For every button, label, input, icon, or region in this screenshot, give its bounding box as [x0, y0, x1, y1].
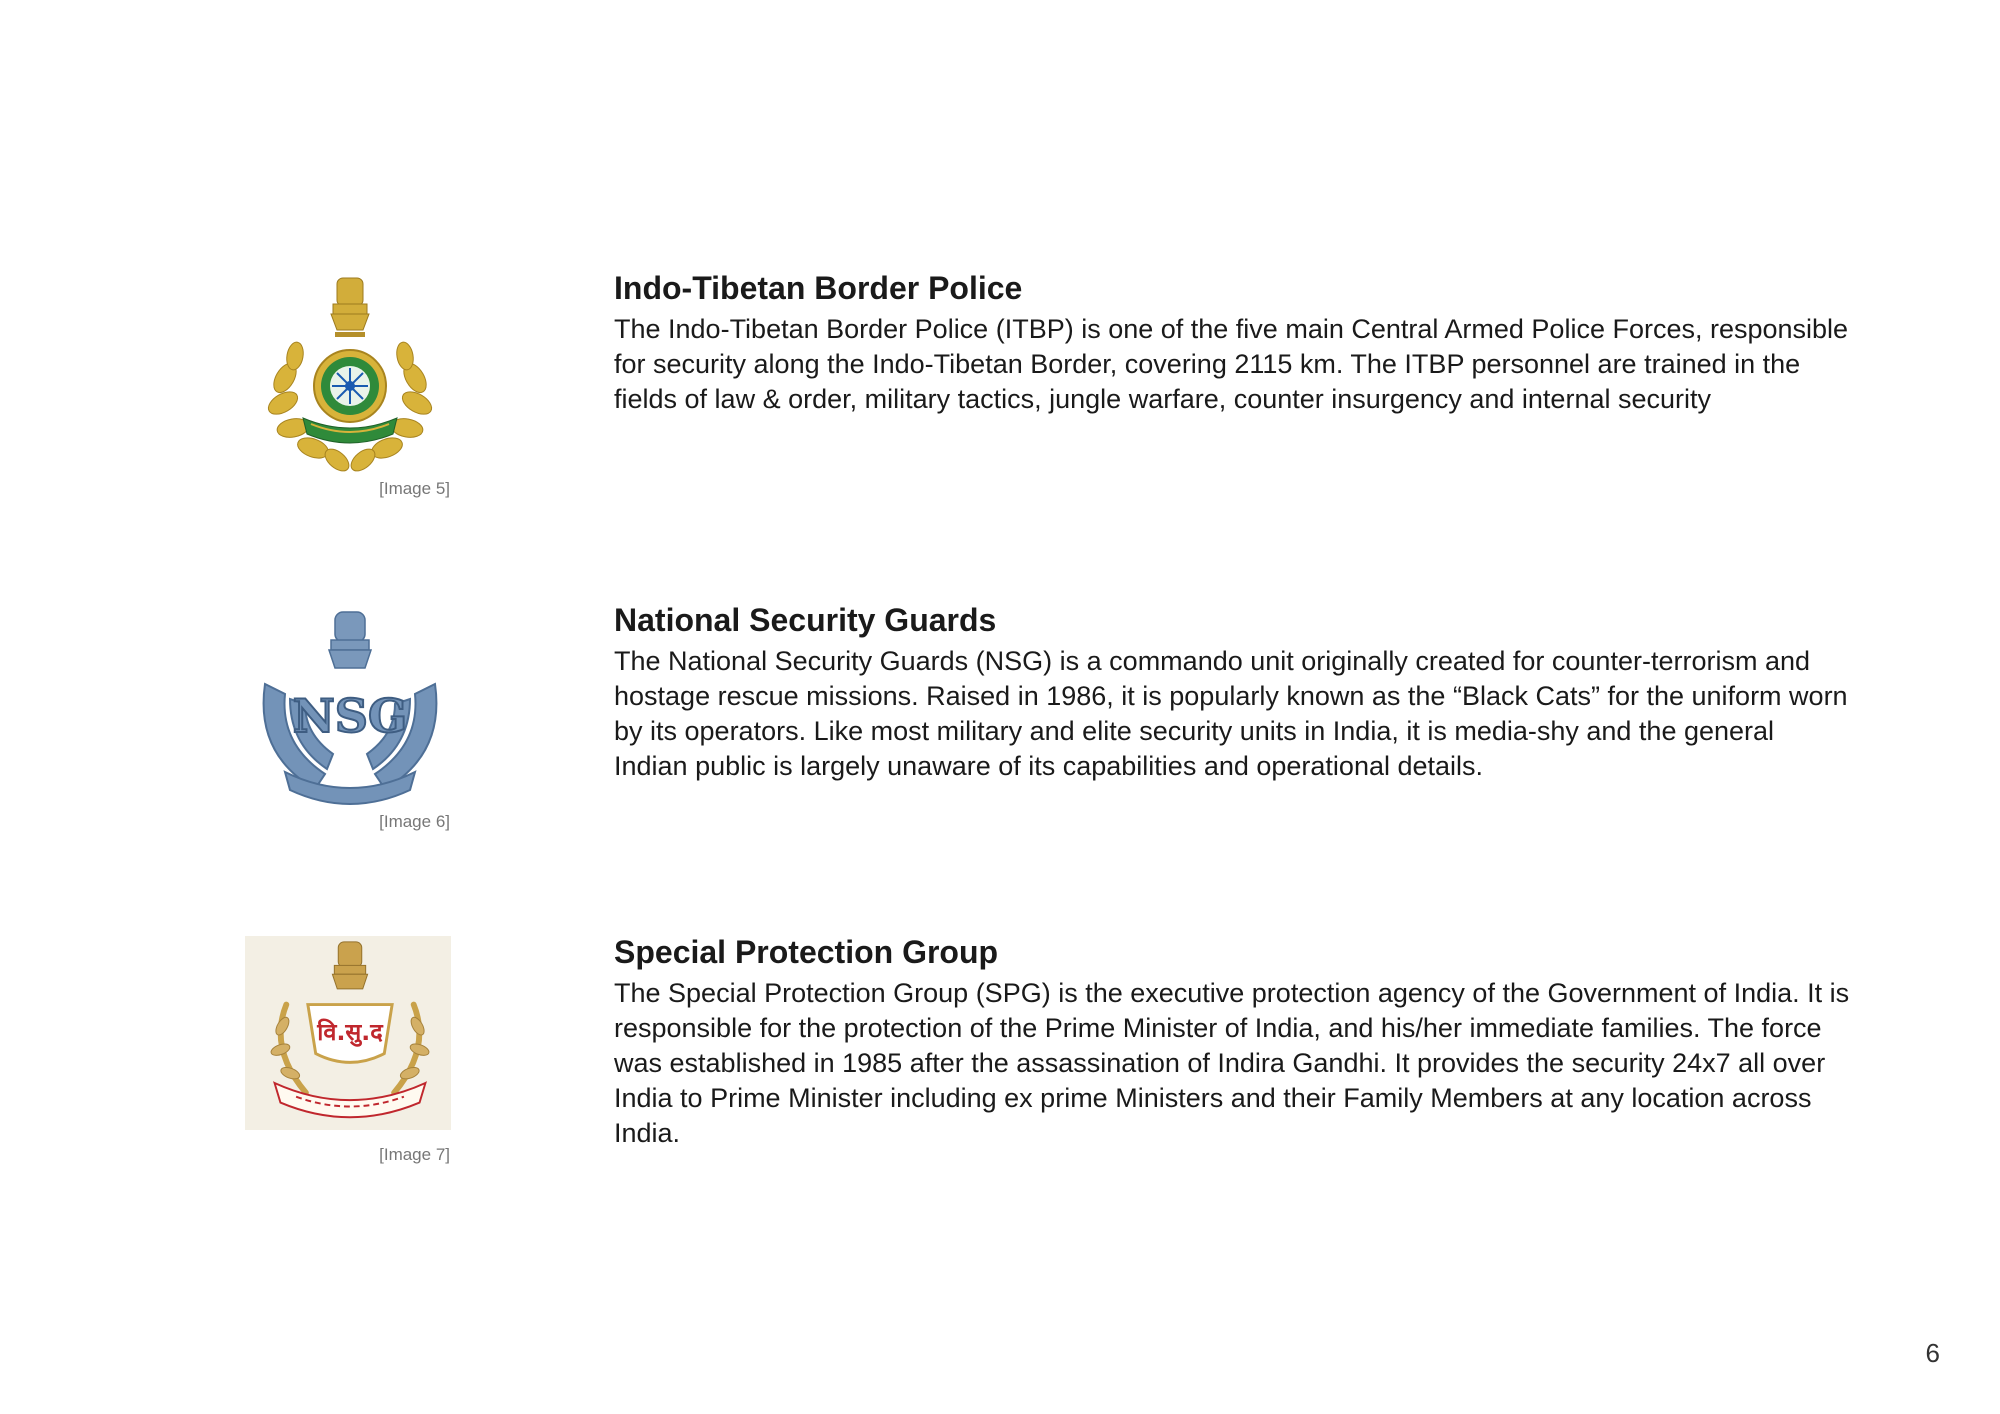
section-title: Special Protection Group — [614, 934, 999, 970]
nsg-emblem-icon — [245, 604, 455, 814]
svg-text:वि.सु.द: वि.सु.द — [317, 1017, 383, 1046]
section-content — [614, 600, 1854, 784]
image-caption: [Image 6] — [379, 812, 450, 831]
section-body: The Indo-Tibetan Border Police (ITBP) is one of the five main Central Armed Police Forces, responsible for security along the Indo-Tibetan Border, covering 2115 km. The ITBP personnel are trained in the fields of law & order, military tactics, jungle warfare, counter insurgency and internal security — [614, 314, 1849, 414]
section-body: The National Security Guards (NSG) is a commando unit originally created for counter-terrorism and hostage rescue missions. Raised in 1986, it is popularly known as the “Black Cats” for the uniform worn by its operators. Like most military and elite security units in India, it is media-shy and the general Indian public is largely unaware of its capabilities and operational details. — [614, 646, 1848, 781]
image-caption: [Image 7] — [379, 1145, 450, 1164]
image-caption: [Image 5] — [379, 479, 450, 498]
spg-emblem-icon — [245, 936, 451, 1130]
page-number: 6 — [1925, 1338, 1940, 1368]
svg-text:NSG: NSG — [292, 689, 408, 743]
section-title: National Security Guards — [614, 602, 997, 638]
section-title: Indo-Tibetan Border Police — [614, 270, 1023, 306]
section-body: The Special Protection Group (SPG) is the executive protection agency of the Government of India. It is responsible for the protection of the Prime Minister of India, and his/her immediate families. The force was established in 1985 after the assassination of Indira Gandhi. It provides the security 24x7 all over India to Prime Minister including ex prime Ministers and their Family Members at any location across India. — [614, 978, 1850, 1148]
section-content — [614, 268, 1854, 417]
itbp-emblem-icon — [245, 268, 455, 478]
section-content — [614, 932, 1854, 1151]
